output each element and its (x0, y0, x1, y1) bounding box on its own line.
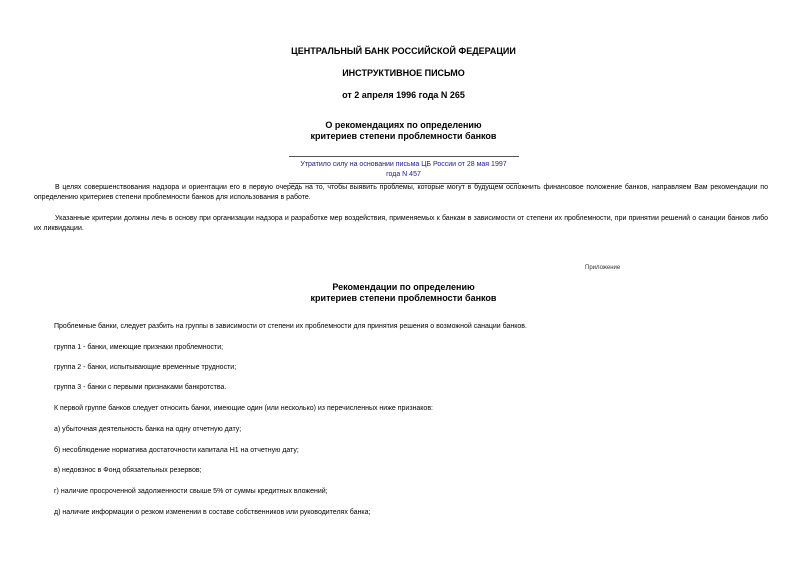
appendix-title-line-1: Рекомендации по определению (332, 282, 475, 292)
status-note-prefix: Утратило силу на основании (300, 161, 396, 168)
header-org: ЦЕНТРАЛЬНЫЙ БАНК РОССИЙСКОЙ ФЕДЕРАЦИИ (291, 46, 516, 56)
body-line-group-2: группа 2 - банки, испытывающие временные трудности; (54, 364, 237, 371)
body-line-item-g: г) наличие просроченной задолженности свыше 5% от суммы кредитных вложений; (54, 488, 328, 495)
body-line-intro: Проблемные банки, следует разбить на группы в зависимости от степени их проблемности для принятия решения о возможной санации банков. (54, 323, 527, 330)
appendix-title-line-2: критериев степени проблемности банков (310, 293, 497, 303)
status-note-link[interactable]: письма ЦБ России от 28 мая 1997 года N 457 (386, 161, 507, 178)
body-line-item-a: а) убыточная деятельность банка на одну отчетную дату; (54, 426, 242, 433)
intro-paragraph-2: Указанные критерии должны лечь в основу при организации надзора и разработке мер воздействия, применяемых к банкам в зависимости от степени их проблемности, при принятии решений о санации банков либо их ликвидации. (34, 215, 768, 232)
subject-line-1: О рекомендациях по определению (325, 120, 482, 130)
body-line-group-3: группа 3 - банки с первыми признаками банкротства. (54, 384, 227, 391)
subject-line-2: критериев степени проблемности банков (310, 131, 497, 141)
body-line-item-v: в) недовзнос в Фонд обязательных резервов; (54, 467, 202, 474)
header-doc-type: ИНСТРУКТИВНОЕ ПИСЬМО (342, 68, 465, 78)
status-note-box (289, 156, 519, 184)
body-line-group-1: группа 1 - банки, имеющие признаки проблемности; (54, 344, 224, 351)
status-note (0, 156, 807, 184)
header-date-number: от 2 апреля 1996 года N 265 (342, 90, 465, 100)
body-line-criteria-intro: К первой группе банков следует относить банки, имеющие один (или несколько) из перечисленных ниже признаков: (54, 405, 433, 412)
appendix-label: Приложение (585, 265, 621, 271)
body-line-item-d: д) наличие информации о резком изменении в составе собственников или руководителях банка; (54, 509, 371, 516)
intro-paragraph-1: В целях совершенствования надзора и ориентации его в первую очередь на то, чтобы выявить проблемы, которые могут в будущем осложнить финансовое положение банков, направляем Вам рекомендации по определению критериев степени проблемности банков для использования в работе. (34, 184, 768, 201)
body-line-item-b: б) несоблюдение норматива достаточности капитала Н1 на отчетную дату; (54, 447, 299, 454)
